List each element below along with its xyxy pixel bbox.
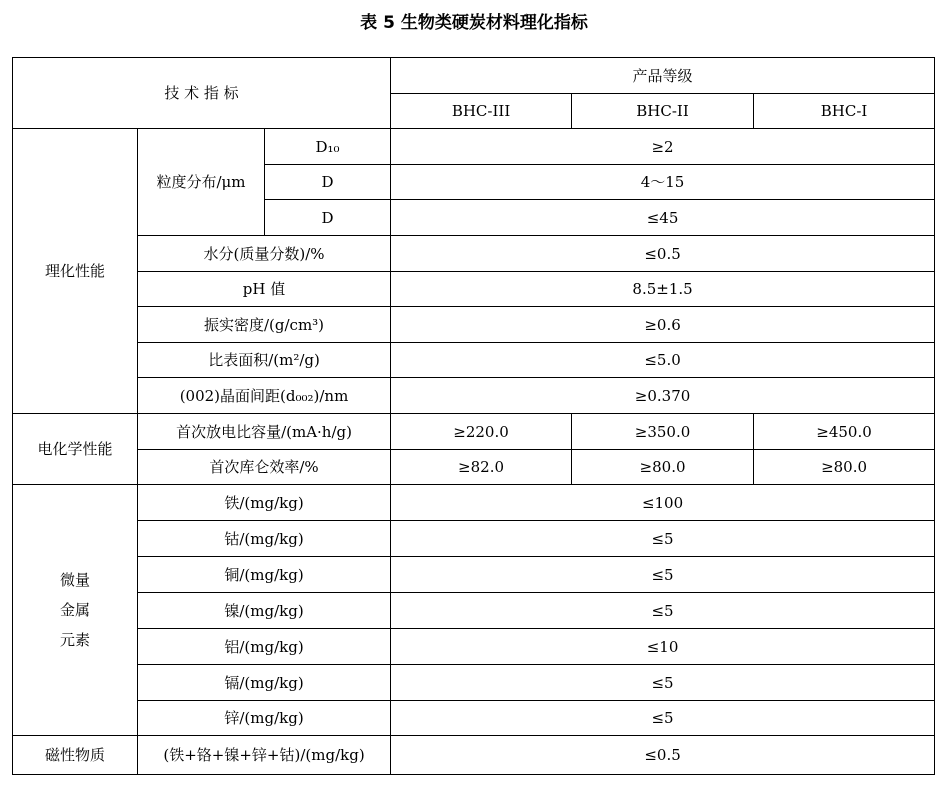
capacity-i: ≥450.0 [754, 414, 935, 450]
cobalt-label: 钴/(mg/kg) [138, 521, 391, 557]
table-row [13, 343, 935, 378]
particle-value-1: ≥2 [391, 129, 935, 165]
efficiency-label: 首次库仑效率/% [138, 450, 391, 485]
efficiency-ii: ≥80.0 [572, 450, 754, 485]
table-row [13, 414, 935, 450]
d002-value: ≥0.370 [391, 378, 935, 414]
iron-value: ≤100 [391, 485, 935, 521]
nickel-label: 镍/(mg/kg) [138, 593, 391, 629]
magnetic-label: 磁性物质 [13, 736, 138, 775]
surface-area-label: 比表面积/(m²/g) [138, 343, 391, 378]
tap-density-value: ≥0.6 [391, 307, 935, 343]
header-tech-index: 技 术 指 标 [13, 58, 391, 129]
nickel-value: ≤5 [391, 593, 935, 629]
ph-label: pH 值 [138, 272, 391, 307]
electro-label: 电化学性能 [13, 414, 138, 485]
capacity-iii: ≥220.0 [391, 414, 572, 450]
particle-sub-1: D₁₀ [265, 129, 391, 165]
grade-i: BHC-I [754, 94, 935, 129]
cadmium-label: 镉/(mg/kg) [138, 665, 391, 701]
physchem-label: 理化性能 [13, 129, 138, 414]
efficiency-iii: ≥82.0 [391, 450, 572, 485]
table-row [13, 701, 935, 736]
header-row [13, 58, 935, 94]
table-row [13, 378, 935, 414]
metals-label-line-3: 元素 [59, 631, 90, 649]
copper-label: 铜/(mg/kg) [138, 557, 391, 593]
table-row [13, 557, 935, 593]
d002-label: (002)晶面间距(d₀₀₂)/nm [138, 378, 391, 414]
aluminum-value: ≤10 [391, 629, 935, 665]
cobalt-value: ≤5 [391, 521, 935, 557]
table-row [13, 450, 935, 485]
capacity-ii: ≥350.0 [572, 414, 754, 450]
grade-iii: BHC-III [391, 94, 572, 129]
metals-label-line-2: 金属 [59, 601, 90, 619]
efficiency-i: ≥80.0 [754, 450, 935, 485]
table-row [13, 629, 935, 665]
zinc-label: 锌/(mg/kg) [138, 701, 391, 736]
particle-label: 粒度分布/μm [138, 129, 265, 236]
grade-ii: BHC-II [572, 94, 754, 129]
table-row [13, 521, 935, 557]
capacity-label: 首次放电比容量/(mA·h/g) [138, 414, 391, 450]
particle-value-2: 4～15 [391, 165, 935, 200]
zinc-value: ≤5 [391, 701, 935, 736]
magnetic-item: (铁+铬+镍+锌+钴)/(mg/kg) [138, 736, 391, 775]
aluminum-label: 铝/(mg/kg) [138, 629, 391, 665]
table-row [13, 129, 935, 165]
tap-density-label: 振实密度/(g/cm³) [138, 307, 391, 343]
metals-label [13, 485, 138, 736]
table-row [13, 307, 935, 343]
table-title: 表 5 生物类硬炭材料理化指标 [360, 13, 588, 33]
surface-area-value: ≤5.0 [391, 343, 935, 378]
table-row [13, 736, 935, 775]
table-row [13, 272, 935, 307]
particle-sub-3: D [265, 200, 391, 236]
particle-value-3: ≤45 [391, 200, 935, 236]
spec-table [12, 57, 935, 775]
moisture-value: ≤0.5 [391, 236, 935, 272]
table-row [13, 593, 935, 629]
copper-value: ≤5 [391, 557, 935, 593]
iron-label: 铁/(mg/kg) [138, 485, 391, 521]
header-grade: 产品等级 [391, 58, 935, 94]
ph-value: 8.5±1.5 [391, 272, 935, 307]
table-row [13, 236, 935, 272]
metals-label-line-1: 微量 [59, 571, 90, 589]
table-row [13, 665, 935, 701]
particle-sub-2: D [265, 165, 391, 200]
magnetic-value: ≤0.5 [391, 736, 935, 775]
moisture-label: 水分(质量分数)/% [138, 236, 391, 272]
cadmium-value: ≤5 [391, 665, 935, 701]
table-row [13, 485, 935, 521]
